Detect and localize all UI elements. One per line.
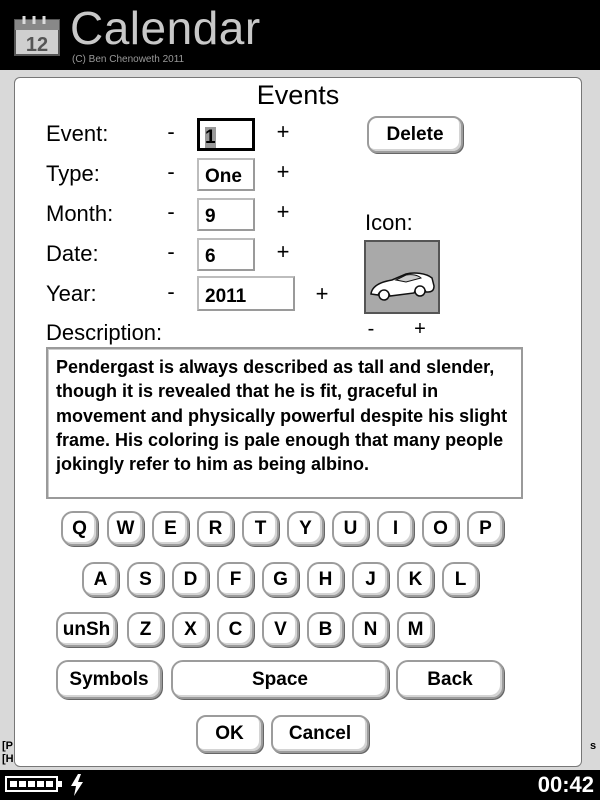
date-field[interactable]: 6 [197, 238, 255, 271]
key-l[interactable]: L [442, 562, 479, 597]
month-minus-button[interactable]: - [167, 199, 175, 224]
key-z[interactable]: Z [127, 612, 164, 647]
date-minus-button[interactable]: - [167, 239, 175, 264]
key-f[interactable]: F [217, 562, 254, 597]
type-minus-button[interactable]: - [167, 159, 175, 184]
status-clock: 00:42 [537, 772, 594, 797]
key-back[interactable]: Back [396, 660, 504, 699]
month-field[interactable]: 9 [197, 198, 255, 231]
key-j[interactable]: J [352, 562, 389, 597]
dialog-title: Events [256, 80, 340, 110]
key-u[interactable]: U [332, 511, 369, 546]
type-field[interactable]: One [197, 158, 255, 191]
key-unshift[interactable]: unSh [56, 612, 117, 647]
key-c[interactable]: C [217, 612, 254, 647]
key-b[interactable]: B [307, 612, 344, 647]
battery-cell [37, 781, 44, 787]
battery-cell [28, 781, 35, 787]
battery-icon [5, 776, 58, 792]
app-copyright: (C) Ben Chenoweth 2011 [72, 54, 185, 65]
key-y[interactable]: Y [287, 511, 324, 546]
event-minus-button[interactable]: - [167, 119, 175, 144]
description-textarea[interactable]: Pendergast is always described as tall and slender, though it is revealed that he is fit, graceful in movement and physically powerful despite his slight frame. His coloring is pale enough that many people jokingly refer to him as being albino. [46, 347, 523, 499]
lightning-icon [70, 774, 84, 796]
cancel-button[interactable]: Cancel [271, 715, 369, 753]
date-label: Date: [46, 241, 99, 266]
key-m[interactable]: M [397, 612, 434, 647]
app-title: Calendar [70, 2, 261, 54]
key-o[interactable]: O [422, 511, 459, 546]
key-t[interactable]: T [242, 511, 279, 546]
icon-preview[interactable] [364, 240, 440, 314]
icon-plus-button[interactable]: + [414, 318, 426, 340]
key-x[interactable]: X [172, 612, 209, 647]
events-dialog [14, 77, 582, 767]
date-plus-button[interactable]: + [276, 239, 290, 264]
background-text-right: s [590, 740, 597, 752]
year-minus-button[interactable]: - [167, 279, 175, 304]
car-icon [366, 242, 438, 312]
calendar-icon-day: 12 [25, 34, 49, 56]
key-k[interactable]: K [397, 562, 434, 597]
year-plus-button[interactable]: + [315, 281, 329, 306]
key-symbols[interactable]: Symbols [56, 660, 162, 699]
key-i[interactable]: I [377, 511, 414, 546]
type-plus-button[interactable]: + [276, 159, 290, 184]
key-space[interactable]: Space [171, 660, 389, 699]
event-plus-button[interactable]: + [276, 119, 290, 144]
key-p[interactable]: P [467, 511, 504, 546]
month-plus-button[interactable]: + [276, 199, 290, 224]
key-n[interactable]: N [352, 612, 389, 647]
event-value: 1 [205, 127, 216, 148]
key-s[interactable]: S [127, 562, 164, 597]
background-text-left-2: [H [2, 753, 14, 765]
battery-tip [58, 781, 62, 787]
key-r[interactable]: R [197, 511, 234, 546]
key-d[interactable]: D [172, 562, 209, 597]
event-label: Event: [46, 121, 109, 146]
key-e[interactable]: E [152, 511, 189, 546]
battery-cell [19, 781, 26, 787]
calendar-icon [14, 14, 60, 56]
key-q[interactable]: Q [61, 511, 98, 546]
battery-cell [10, 781, 17, 787]
key-h[interactable]: H [307, 562, 344, 597]
delete-button[interactable]: Delete [367, 116, 463, 153]
year-label: Year: [46, 281, 97, 306]
month-label: Month: [46, 201, 114, 226]
key-g[interactable]: G [262, 562, 299, 597]
status-bar [0, 770, 600, 800]
key-w[interactable]: W [107, 511, 144, 546]
year-field[interactable]: 2011 [197, 276, 295, 311]
ok-button[interactable]: OK [196, 715, 263, 753]
battery-cell [46, 781, 53, 787]
key-a[interactable]: A [82, 562, 119, 597]
description-label: Description: [46, 320, 163, 345]
event-field[interactable] [197, 118, 255, 151]
type-label: Type: [46, 161, 100, 186]
key-v[interactable]: V [262, 612, 299, 647]
icon-label: Icon: [365, 210, 413, 235]
background-text-left-1: [P [2, 740, 13, 752]
app-header [0, 0, 600, 70]
icon-minus-button[interactable]: - [367, 318, 375, 340]
